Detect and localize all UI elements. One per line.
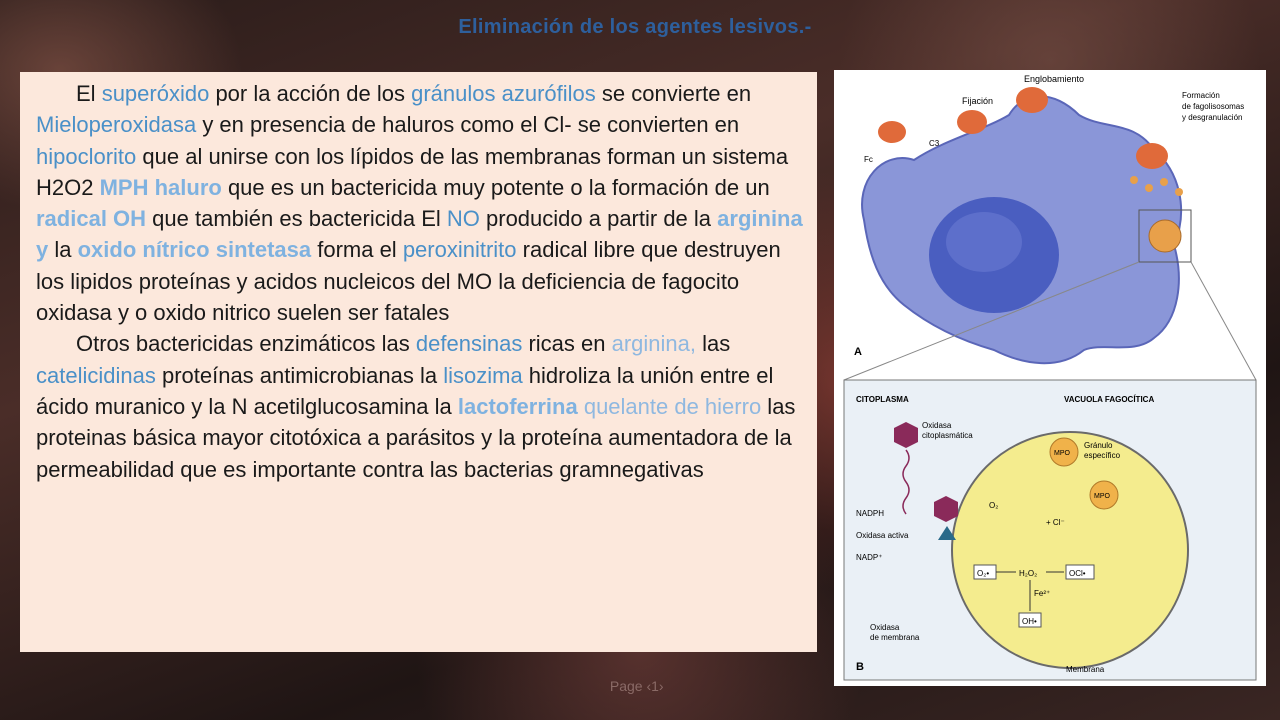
svg-text:Oxidasa: Oxidasa <box>922 421 952 430</box>
svg-text:H₂O₂: H₂O₂ <box>1019 569 1038 578</box>
label-fijacion: Fijación <box>962 96 994 106</box>
bacterium-formacion <box>1136 143 1168 169</box>
svg-text:de membrana: de membrana <box>870 633 920 642</box>
svg-text:O₂: O₂ <box>989 501 999 510</box>
label-vacuola: VACUOLA FAGOCÍTICA <box>1064 395 1155 404</box>
label-englobamiento: Englobamiento <box>1024 74 1085 84</box>
page-number: Page ‹1› <box>609 678 664 694</box>
label-formacion-2: de fagolisosomas <box>1182 102 1245 111</box>
phagocytic-vacuole <box>952 432 1188 668</box>
paragraph-1: El superóxido por la acción de los gránulos azurófilos se convierte en Mieloperoxidasa y en presencia de haluros como el Cl- se convierten en hipoclorito que al unirse con los lípidos de las membranas forman un sistema H2O2 MPH haluro que es un bactericida muy potente o la formación de un radical OH que también es bactericida El NO producido a partir de la arginina y la oxido nítrico sintetasa forma el peroxinitrito radical libre que destruyen los lipidos proteínas y acidos nucleicos del MO la deficiencia de fagocito oxidasa y o oxido nitrico suelen ser fatales <box>36 81 803 326</box>
svg-text:OH•: OH• <box>1022 617 1037 626</box>
svg-text:NADPH: NADPH <box>856 509 885 518</box>
bacterium-englobamiento <box>1016 87 1048 113</box>
svg-text:Oxidasa: Oxidasa <box>870 623 900 632</box>
label-b: B <box>856 661 864 673</box>
label-fc: Fc <box>864 155 873 164</box>
phagocytosis-figure <box>834 70 1266 686</box>
paragraph-2: Otros bactericidas enzimáticos las defensinas ricas en arginina, las catelicidinas proteínas antimicrobianas la lisozima hidroliza la unión entre el ácido muranico y la N acetilglucosamina la lactoferrina quelante de hierro las proteinas básica mayor citotóxica a parásitos y la proteína aumentadora de la permeabilidad que es importante contra las bacterias gramnegativas <box>36 331 796 482</box>
slide-title: Eliminación de los agentes lesivos.- <box>458 16 812 38</box>
svg-text:+ Cl⁻: + Cl⁻ <box>1046 518 1065 527</box>
bacterium-fc <box>878 121 906 143</box>
svg-text:específico: específico <box>1084 451 1121 460</box>
page-footer <box>590 678 664 694</box>
label-formacion-3: y desgranulación <box>1182 113 1243 122</box>
svg-text:Membrana: Membrana <box>1066 665 1105 674</box>
label-citoplasma: CITOPLASMA <box>856 395 909 404</box>
label-a: A <box>854 346 862 358</box>
svg-text:Gránulo: Gránulo <box>1084 441 1113 450</box>
svg-text:O₂•: O₂• <box>977 569 990 578</box>
svg-text:MPO: MPO <box>1094 493 1110 500</box>
svg-text:MPO: MPO <box>1054 450 1070 457</box>
label-c3: C3 <box>929 139 940 148</box>
svg-text:OCl•: OCl• <box>1069 569 1086 578</box>
svg-text:citoplasmática: citoplasmática <box>922 431 973 440</box>
svg-text:NADP⁺: NADP⁺ <box>856 553 883 562</box>
bacterium-fijacion <box>957 110 987 134</box>
text-panel <box>20 72 817 652</box>
svg-text:Oxidasa activa: Oxidasa activa <box>856 531 909 540</box>
svg-text:Fe²⁺: Fe²⁺ <box>1034 589 1051 598</box>
label-formacion-1: Formación <box>1182 91 1220 100</box>
